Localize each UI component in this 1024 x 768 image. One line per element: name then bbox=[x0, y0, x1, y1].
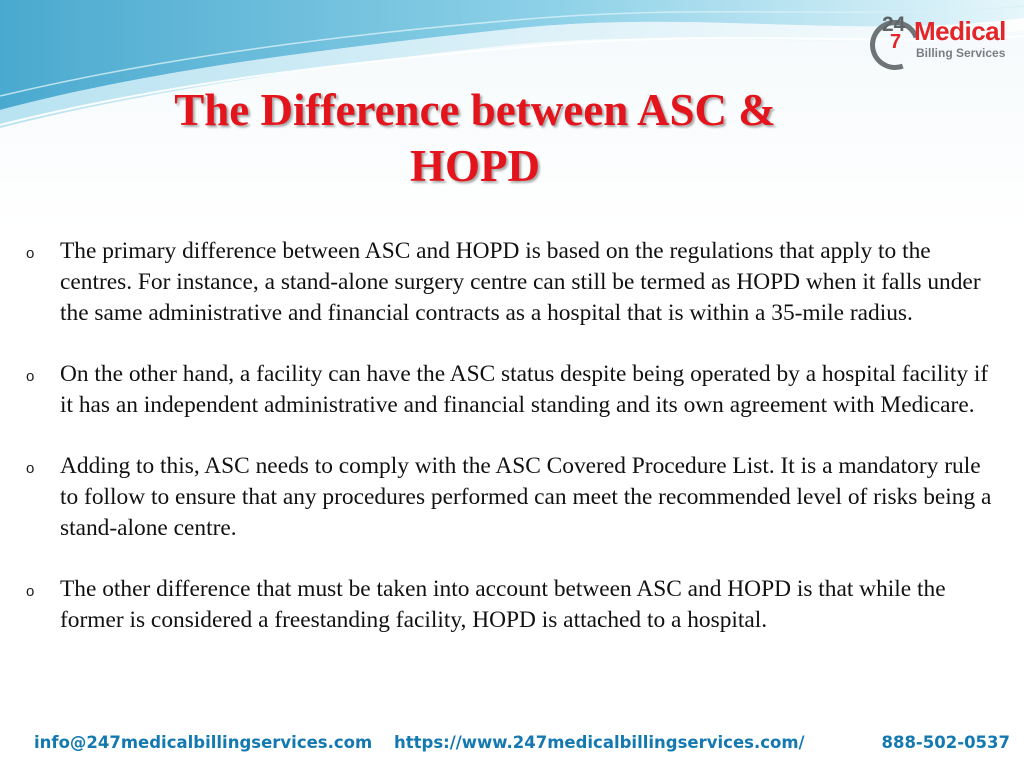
logo-number-24: 24 bbox=[882, 13, 906, 36]
bullet-text: Adding to this, ASC needs to comply with the ASC Covered Procedure List. It is a mandatory rule to follow to ensure that any procedures performed can meet the recommended level of risks being a stand-alone centre. bbox=[60, 453, 992, 541]
footer-website-link[interactable]: https://www.247medicalbillingservices.com/ bbox=[394, 733, 805, 752]
logo-number-7: 7 bbox=[890, 31, 902, 53]
footer-email-link[interactable]: info@247medicalbillingservices.com bbox=[34, 733, 373, 752]
bullet-list bbox=[26, 236, 1001, 666]
bullet-marker-icon: o bbox=[26, 245, 35, 262]
bullet-marker-icon: o bbox=[26, 583, 35, 600]
bullet-text: The primary difference between ASC and HOPD is based on the regulations that apply to the centres. For instance, a stand-alone surgery centre can still be termed as HOPD when it falls under the same administrative and financial contracts as a hospital that is within a 35-mile radius. bbox=[60, 238, 981, 326]
bullet-text: On the other hand, a facility can have the ASC status despite being operated by a hospital facility if it has an independent administrative and financial standing and its own agreement with Medicare. bbox=[60, 361, 989, 418]
logo-number bbox=[882, 14, 905, 52]
logo-name: Medical bbox=[914, 16, 1006, 46]
bullet-item bbox=[26, 359, 1001, 421]
bullet-marker-icon: o bbox=[26, 368, 35, 385]
footer bbox=[0, 733, 1024, 763]
bullet-item bbox=[26, 451, 1001, 544]
company-logo bbox=[870, 10, 1018, 76]
slide-title: The Difference between ASC & HOPD bbox=[174, 85, 776, 191]
bullet-text: The other difference that must be taken into account between ASC and HOPD is that while the former is considered a freestanding facility, HOPD is attached to a hospital. bbox=[60, 576, 946, 633]
footer-phone[interactable]: 888-502-0537 bbox=[881, 733, 1010, 752]
bullet-marker-icon: o bbox=[26, 460, 35, 477]
logo-text bbox=[914, 18, 1006, 59]
bullet-item bbox=[26, 574, 1001, 636]
logo-subtitle: Billing Services bbox=[916, 46, 1006, 60]
bullet-item bbox=[26, 236, 1001, 329]
